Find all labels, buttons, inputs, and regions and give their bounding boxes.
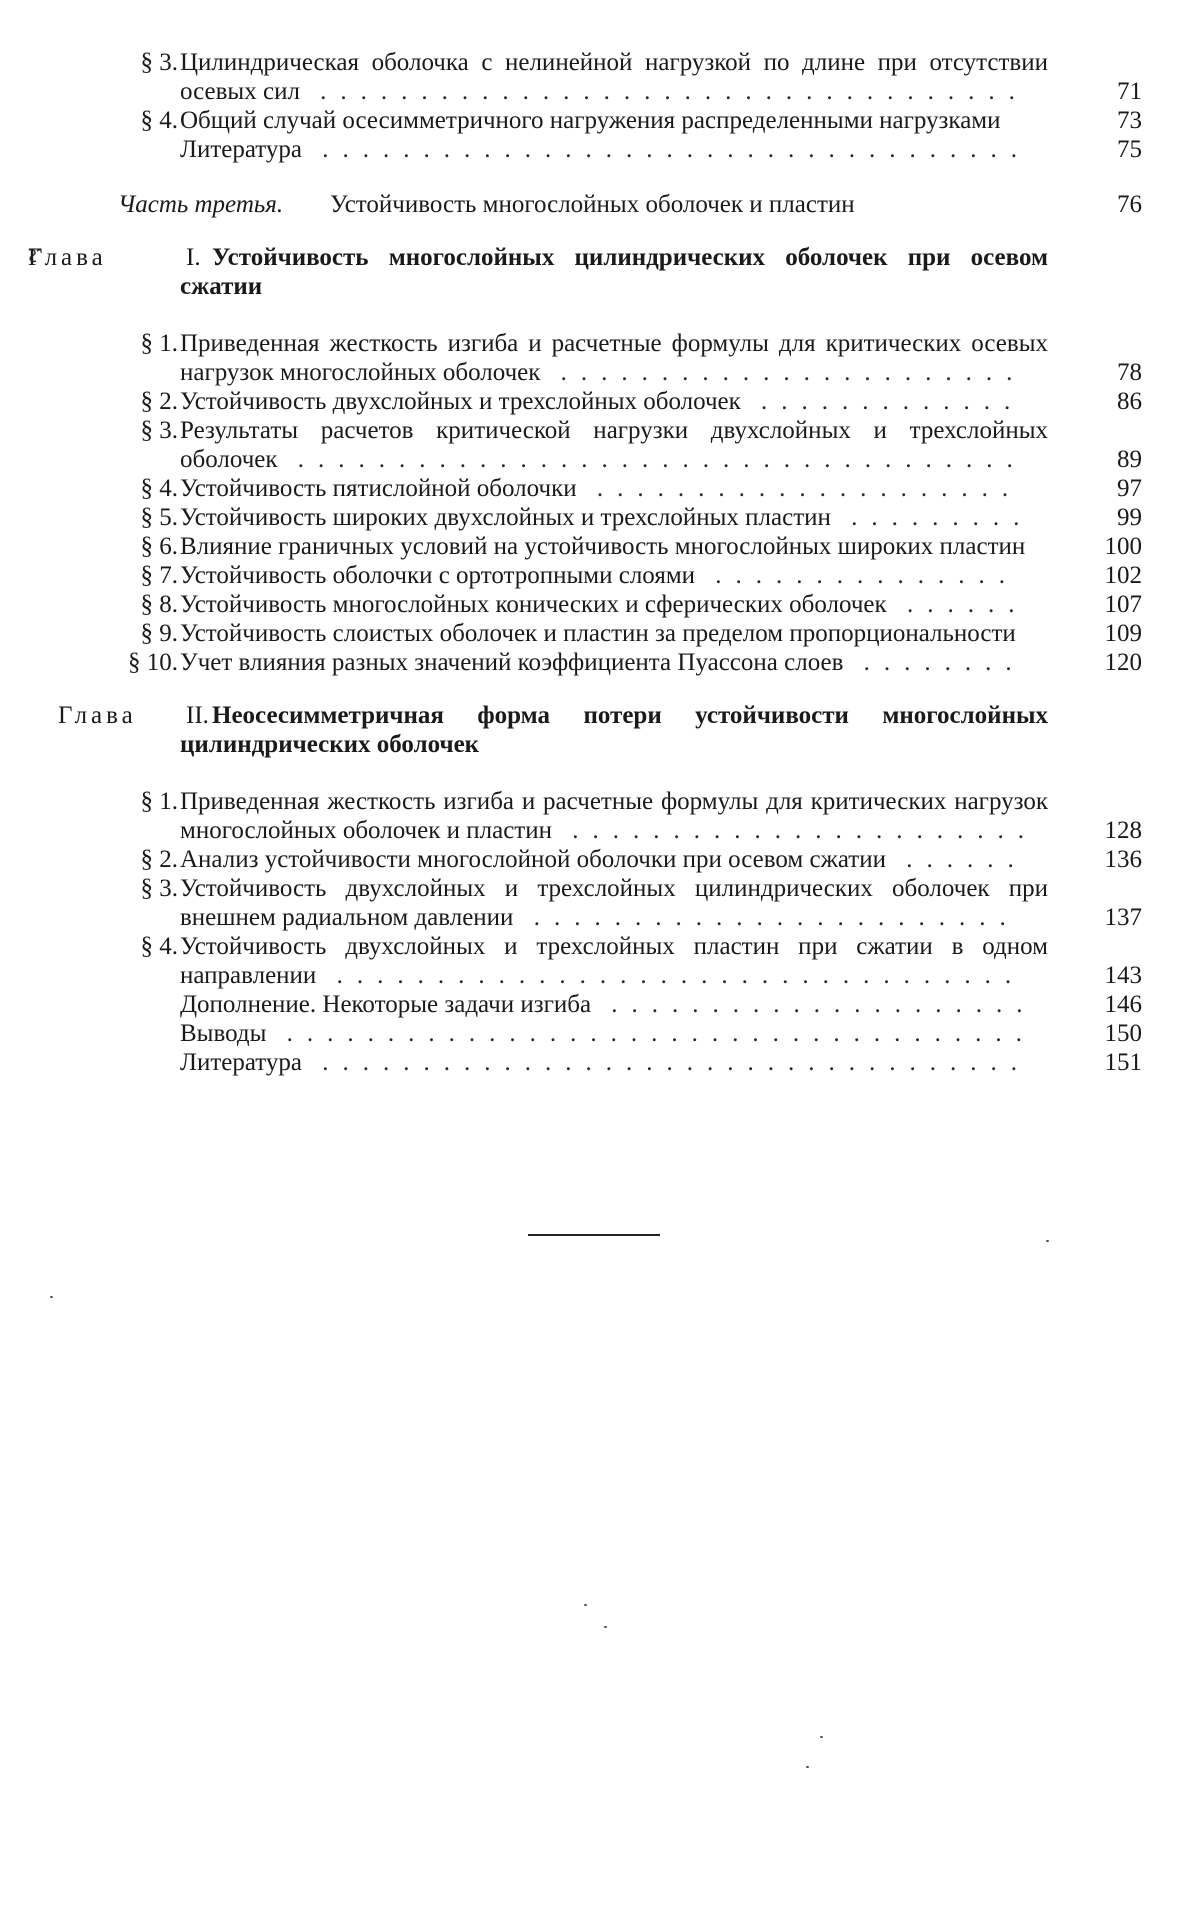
leader-dots: ............. [740,388,1025,415]
section-number: § 3. [140,875,178,902]
toc-entry [0,932,1200,990]
scan-speck [1046,1240,1049,1242]
section-title-text: Приведенная жесткость изгиба и расчетные формулы для критических нагрузок многослойных оболочек и пластин [180,788,1048,844]
page-number: 137 [1104,904,1142,931]
leader-dots: ...... [886,846,1028,873]
toc-entry [0,135,1200,164]
section-title-text: Устойчивость оболочки с ортотропными слоями [180,562,696,589]
chapter-2-label: Глава [58,702,137,729]
section-title [180,787,1048,845]
section-number: § 9. [140,620,178,647]
toc-entry [0,787,1200,845]
leader-dots: ....................... [540,359,1027,386]
section-title [180,48,1048,106]
section-title [180,387,1048,416]
toc-entry [0,387,1200,416]
section-title [180,648,1048,677]
leader-dots: .................................... [277,446,1027,473]
section-title [180,990,1048,1019]
section-title-text: Влияние граничных условий на устойчивость многослойных широких пластин [180,533,1026,560]
toc-entry [0,329,1200,387]
chapter-2-title: Неосесимметричная форма потери устойчивости многослойных цилиндрических оболочек [180,702,1048,758]
section-number: § 5. [140,504,178,531]
leader-dots: ........ [843,649,1026,676]
section-number: § 10. [128,649,178,676]
section-title [180,135,1048,164]
toc-entry [0,561,1200,590]
section-number: § 4. [140,933,178,960]
section-title [180,590,1048,619]
section-title-text: Устойчивость двухслойных и трехслойных оболочек [180,388,741,415]
section-title [180,874,1048,932]
section-number: § 4. [140,475,178,502]
section-number: § 3. [140,49,178,76]
section-number: § 7. [140,562,178,589]
page-number: 107 [1104,591,1142,618]
end-rule [528,1234,660,1236]
toc-entry [0,532,1200,561]
section-title-text: Литература [180,1049,302,1076]
page-number: 151 [1104,1049,1142,1076]
page-number: 78 [1117,359,1142,386]
chapter-2-heading [0,701,1200,759]
section-number: § 1. [140,788,178,815]
scan-speck [806,1766,809,1768]
part-page-number: 76 [1117,191,1142,218]
toc-entry [0,845,1200,874]
section-number: § 2. [140,388,178,415]
section-number: § 4. [140,107,178,134]
leader-dots: ..................... [591,991,1037,1018]
section-title [180,532,1048,561]
section-title [180,845,1048,874]
page-number: 89 [1117,446,1142,473]
section-title [180,329,1048,387]
section-number: § 1. [140,330,178,357]
leader-dots: ....................... [551,817,1038,844]
toc-entry [0,106,1200,135]
toc-entry [0,648,1200,677]
section-title [180,1019,1048,1048]
section-title-text: Цилиндрическая оболочка с нелинейной нагрузкой по длине при отсутствии осевых сил [180,49,1048,105]
page-number: 100 [1104,533,1142,560]
scan-speck [584,1604,587,1606]
section-title-text: Приведенная жесткость изгиба и расчетные формулы для критических осевых нагрузок многослойных оболочек [180,330,1048,386]
chapter-1-number: I. [186,244,201,271]
page-number: 73 [1117,107,1142,134]
toc-entry [0,416,1200,474]
section-title [180,1048,1048,1077]
toc-entry [0,1048,1200,1077]
page-number: 128 [1104,817,1142,844]
chapter-1-title: Устойчивость многослойных цилиндрических оболочек при осевом сжатии [180,244,1048,300]
page-number: 109 [1104,620,1142,647]
chapter-1-label: Глава [28,244,107,271]
section-title [180,561,1048,590]
leader-dots: ..................... [576,475,1023,502]
toc-entry [0,590,1200,619]
chapter-2-entries [0,787,1200,1077]
leader-dots: ............... [695,562,1020,589]
page-number: 97 [1117,475,1142,502]
section-title-text: Дополнение. Некоторые задачи изгиба [180,991,592,1018]
section-title-text: Анализ устойчивости многослойной оболочки при осевом сжатии [180,846,886,873]
section-number: § 6. [140,533,178,560]
toc-entry [0,619,1200,648]
toc-entry [0,503,1200,532]
section-title-text: Устойчивость многослойных конических и сферических оболочек [180,591,887,618]
page-number: 71 [1117,78,1142,105]
leader-dots: ........................ [513,904,1020,931]
section-title [180,619,1048,648]
page-number: 99 [1117,504,1142,531]
section-title-text: Общий случай осесимметричного нагружения распределенными нагрузками [180,107,1001,134]
section-number: § 3. [140,417,178,444]
section-title [180,932,1048,990]
leader-dots: ................................... [299,78,1029,105]
leader-dots: ..................................... [266,1020,1036,1047]
toc-entry [0,874,1200,932]
section-title [180,503,1048,532]
leader-dots: ................................... [302,1049,1031,1076]
page-number: 75 [1117,136,1142,163]
page-number: 150 [1104,1020,1142,1047]
section-title-text: Литература [180,136,302,163]
leader-dots: ...... [886,591,1029,618]
chapter-1-entries [0,329,1200,677]
leader-dots: .................................. [316,962,1026,989]
scan-speck [50,1296,53,1298]
part-label: Часть третья. [118,191,284,218]
page-number: 120 [1104,649,1142,676]
section-title [180,416,1048,474]
toc-block-part-two-end [0,48,1200,164]
section-title-text: Выводы [180,1020,267,1047]
part-heading [0,190,1200,219]
section-number: § 8. [140,591,178,618]
section-title [180,106,1048,135]
section-title-text: Устойчивость двухслойных и трехслойных цилиндрических оболочек при внешнем радиальном давлении [180,875,1048,931]
page-number: 146 [1104,991,1142,1018]
section-title-text: Учет влияния разных значений коэффициента Пуассона слоев [180,649,844,676]
scan-speck [604,1626,607,1628]
page-number: 136 [1104,846,1142,873]
chapter-1-heading [0,243,1200,301]
toc-entry [0,1019,1200,1048]
toc-entry [0,48,1200,106]
leader-dots: ......... [830,504,1034,531]
page-number: 143 [1104,962,1142,989]
section-title-text: Устойчивость широких двухслойных и трехслойных пластин [180,504,831,531]
toc-entry [0,474,1200,503]
page-number: 102 [1104,562,1142,589]
section-number: § 2. [140,846,178,873]
chapter-2-number: II. [186,702,209,729]
page-number: 86 [1117,388,1142,415]
toc-entry [0,990,1200,1019]
section-title-text: Результаты расчетов критической нагрузки двухслойных и трехслойных оболочек [180,417,1048,473]
scan-speck [820,1736,823,1738]
part-title: Устойчивость многослойных оболочек и пластин [330,191,855,218]
section-title-text: Устойчивость пятислойной оболочки [180,475,577,502]
table-of-contents [0,48,1200,1077]
section-title-text: Устойчивость слоистых оболочек и пластин за пределом пропорциональности [180,620,1016,647]
section-title [180,474,1048,503]
section-title-text: Устойчивость двухслойных и трехслойных пластин при сжатии в одном направлении [180,933,1048,989]
leader-dots: ................................... [302,136,1031,163]
